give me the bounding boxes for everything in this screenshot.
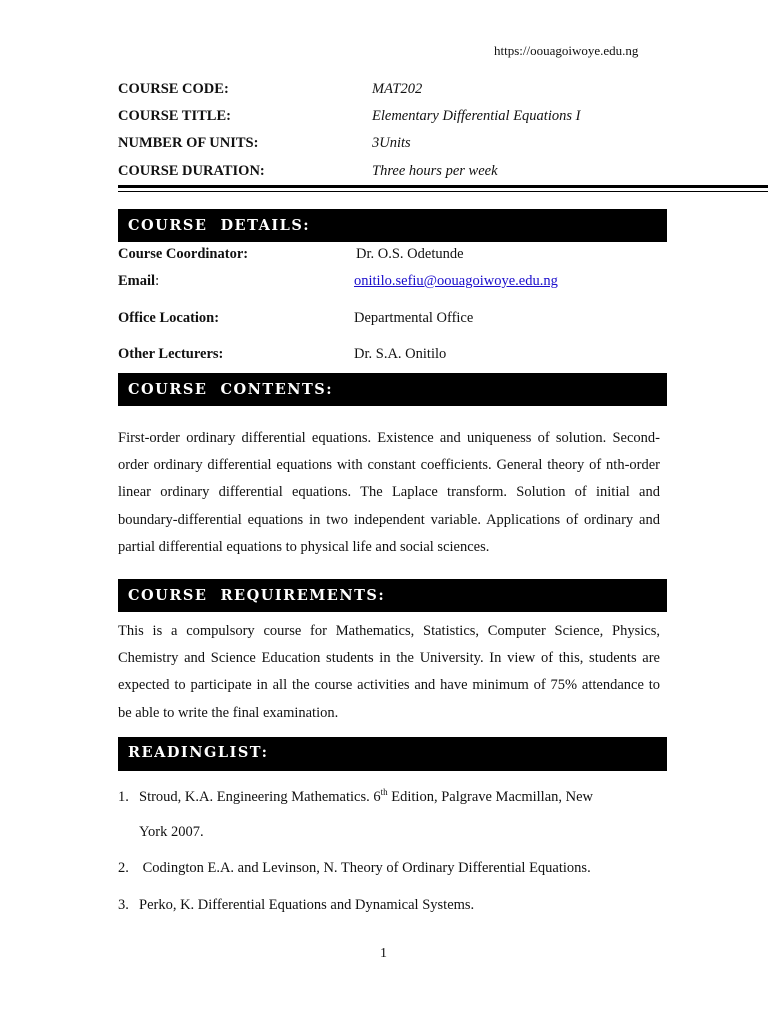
reference-text: Perko, K. Differential Equations and Dynamical Systems.	[139, 897, 475, 913]
course-details-heading: COURSE DETAILS:	[118, 209, 667, 242]
course-contents-heading: COURSE CONTENTS:	[118, 373, 667, 406]
reference-text: Codington E.A. and Levinson, N. Theory of Ordinary Differential Equations.	[139, 860, 591, 876]
reference-text-cont: Edition, Palgrave Macmillan, New	[387, 788, 594, 805]
lecturers-value: Dr. S.A. Onitilo	[354, 346, 447, 362]
reference-number: 3.	[118, 897, 129, 913]
duration-label: COURSE DURATION:	[118, 163, 265, 179]
coordinator-label: Course Coordinator:	[118, 246, 249, 262]
course-code-label: COURSE CODE:	[118, 81, 229, 97]
reference-superscript: th	[380, 787, 388, 797]
units-label: NUMBER OF UNITS:	[118, 135, 259, 151]
email-link[interactable]: onitilo.sefiu@oouagoiwoye.edu.ng	[354, 273, 558, 289]
reference-item	[118, 860, 591, 877]
readinglist-heading: READINGLIST:	[118, 737, 667, 771]
lecturers-label: Other Lecturers:	[118, 346, 224, 362]
course-code-value: MAT202	[372, 81, 423, 97]
office-value: Departmental Office	[354, 310, 474, 326]
office-label: Office Location:	[118, 310, 220, 326]
coordinator-value: Dr. O.S. Odetunde	[356, 246, 464, 262]
header-rule-thin	[118, 191, 768, 192]
reference-item	[118, 897, 474, 914]
reference-number: 2.	[118, 860, 129, 876]
header-rule-thick	[118, 185, 768, 188]
reference-continuation: York 2007.	[139, 824, 204, 840]
course-contents-text: First-order ordinary differential equations. Existence and uniqueness of solution. Second-order ordinary differential equations with constant coefficients. General theory of nth-order linear ordinary differential equations. The Laplace transform. Solution of initial and boundary-differential equations in two independent variable. Applications of ordinary and partial differential equations to physical life and social sciences.	[118, 430, 660, 555]
email-label-text: Email	[118, 273, 156, 289]
reference-item	[118, 787, 593, 806]
course-title-label: COURSE TITLE:	[118, 108, 231, 124]
header-url: https://oouagoiwoye.edu.ng	[494, 43, 639, 58]
page-number: 1	[380, 946, 387, 961]
reference-number: 1.	[118, 788, 129, 805]
email-label	[118, 273, 159, 290]
course-requirements-text: This is a compulsory course for Mathematics, Statistics, Computer Science, Physics, Chemistry and Science Education students in the University. In view of this, students are expected to participate in all the course activities and have minimum of 75% attendance to be able to write the final examination.	[118, 623, 660, 721]
course-title-value: Elementary Differential Equations I	[372, 108, 581, 124]
duration-value: Three hours per week	[372, 163, 498, 179]
course-requirements-heading: COURSE REQUIREMENTS:	[118, 579, 667, 612]
email-label-colon: :	[155, 273, 160, 289]
units-value: 3Units	[372, 135, 411, 151]
reference-text: Stroud, K.A. Engineering Mathematics. 6	[139, 788, 381, 805]
